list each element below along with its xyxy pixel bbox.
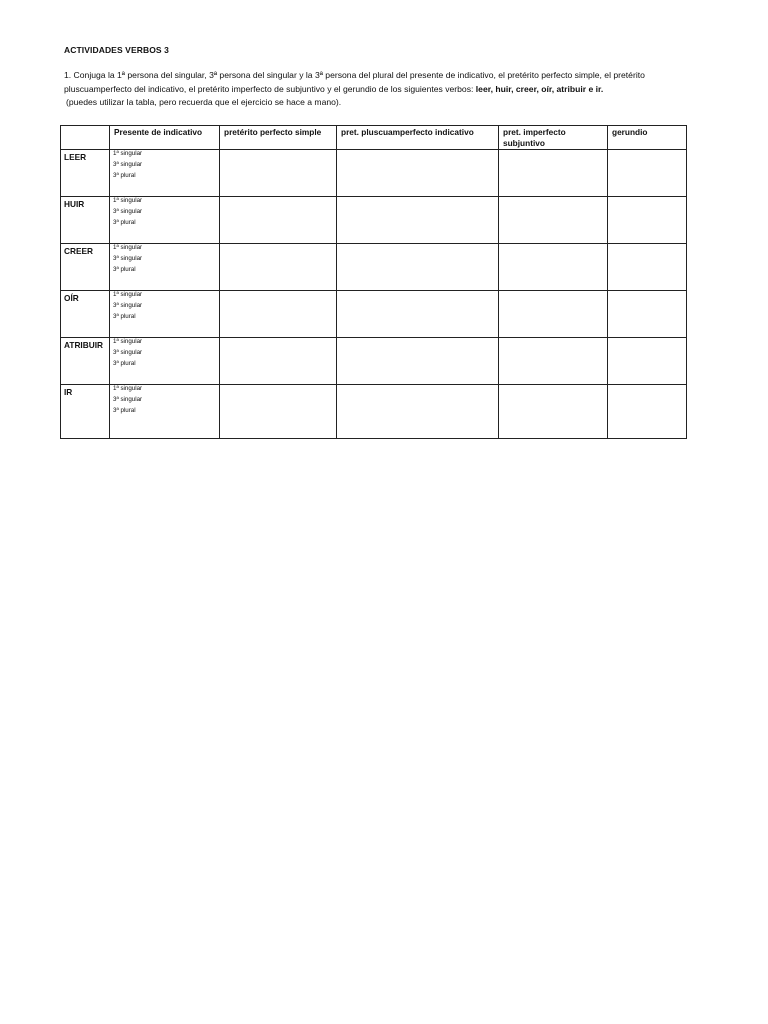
instructions-paragraph [64,69,704,110]
table-row [61,197,687,244]
answer-cell[interactable] [608,150,687,197]
persons-cell [110,338,220,385]
answer-cell[interactable] [337,291,499,338]
person-label: 3ª plural [113,407,136,415]
instructions-line-2 [64,83,704,97]
document-title: ACTIVIDADES VERBOS 3 [64,45,169,55]
person-label: 1ª singular [113,338,143,345]
persons-cell [110,150,220,197]
person-label: 3ª singular [113,255,143,263]
answer-cell[interactable] [337,385,499,439]
person-label: 1ª singular [113,244,143,251]
answer-cell[interactable] [220,338,337,385]
person-label: 3ª plural [113,266,136,274]
answer-cell[interactable] [337,338,499,385]
table-row [61,244,687,291]
header-gerundio: gerundio [608,126,687,150]
answer-cell[interactable] [608,338,687,385]
table-row [61,385,687,439]
person-label: 3ª singular [113,349,143,357]
person-label: 3ª plural [113,360,136,368]
person-label: 3ª plural [113,172,136,180]
persons-cell [110,385,220,439]
answer-cell[interactable] [499,385,608,439]
answer-cell[interactable] [220,150,337,197]
answer-cell[interactable] [608,197,687,244]
person-label: 1ª singular [113,150,143,157]
answer-cell[interactable] [608,291,687,338]
verb-label: ATRIBUIR [61,338,110,385]
person-label: 3ª singular [113,396,143,404]
answer-cell[interactable] [337,244,499,291]
verb-label: IR [61,385,110,439]
instructions-verb-list: leer, huir, creer, oír, atribuir e ir. [475,83,604,94]
person-label: 1ª singular [113,197,143,204]
answer-cell[interactable] [220,291,337,338]
instructions-line-1: 1. Conjuga la 1ª persona del singular, 3ª persona del singular y la 3ª persona del plural del presente de indicativo, el pretérito perfecto simple, el pretérito [64,70,645,80]
answer-cell[interactable] [608,244,687,291]
answer-cell[interactable] [499,291,608,338]
verb-label: LEER [61,150,110,197]
person-label: 3ª singular [113,161,143,169]
conjugation-table [60,125,687,439]
answer-cell[interactable] [499,150,608,197]
answer-cell[interactable] [220,385,337,439]
persons-cell [110,244,220,291]
persons-cell [110,197,220,244]
header-pret-pluscuamperfecto: pret. pluscuamperfecto indicativo [337,126,499,150]
answer-cell[interactable] [499,338,608,385]
table-row [61,338,687,385]
person-label: 3ª singular [113,302,143,310]
person-label: 3ª plural [113,219,136,227]
answer-cell[interactable] [499,244,608,291]
verb-label: CREER [61,244,110,291]
table-row [61,291,687,338]
header-pret-imperfecto-subjuntivo: pret. imperfecto subjuntivo [499,126,608,150]
verb-label: OÍR [61,291,110,338]
answer-cell[interactable] [608,385,687,439]
instructions-line-2-text: pluscuamperfecto del indicativo, el pretérito imperfecto de subjuntivo y el gerundio de los siguientes verbos: [64,83,476,94]
instructions-line-3: (puedes utilizar la tabla, pero recuerda que el ejercicio se hace a mano). [66,97,342,107]
answer-cell[interactable] [220,244,337,291]
answer-cell[interactable] [337,150,499,197]
person-label: 1ª singular [113,385,143,392]
verb-label: HUIR [61,197,110,244]
table-row [61,150,687,197]
header-presente-indicativo: Presente de indicativo [110,126,220,150]
persons-cell [110,291,220,338]
answer-cell[interactable] [499,197,608,244]
person-label: 3ª plural [113,313,136,321]
person-label: 3ª singular [113,208,143,216]
header-preterito-perfecto-simple: pretérito perfecto simple [220,126,337,150]
header-cell-empty [61,126,110,150]
person-label: 1ª singular [113,291,143,298]
answer-cell[interactable] [220,197,337,244]
answer-cell[interactable] [337,197,499,244]
